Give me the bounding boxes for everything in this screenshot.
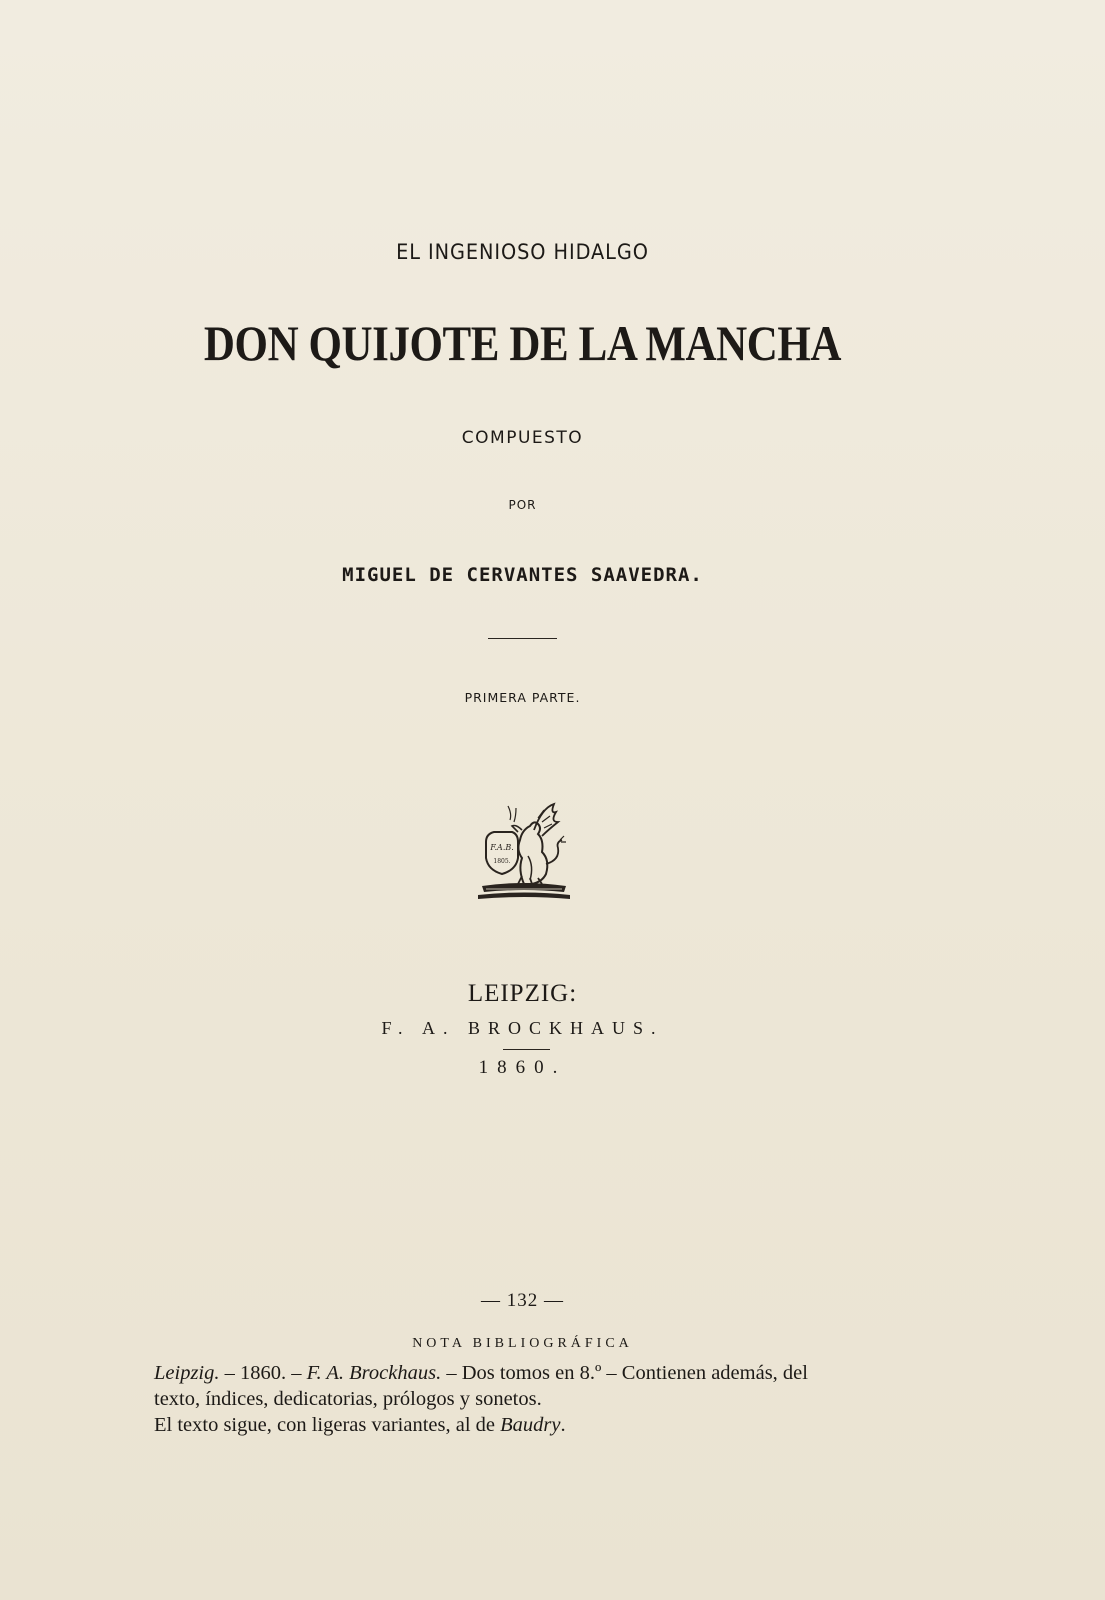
note-line-3 xyxy=(154,1412,914,1438)
note-line-1 xyxy=(154,1360,914,1386)
emblem-year-text: 1805. xyxy=(493,858,511,865)
imprint-city: LEIPZIG: xyxy=(467,980,578,1007)
emblem-shield-text: F.A.B. xyxy=(490,843,514,852)
note-date: – 1860. – xyxy=(219,1362,307,1384)
part-label: PRIMERA PARTE. xyxy=(464,690,581,705)
bibliographic-note xyxy=(154,1360,914,1438)
imprint-divider xyxy=(503,1049,550,1050)
book-title: DON QUIJOTE DE LA MANCHA xyxy=(203,315,842,371)
author-name: MIGUEL DE CERVANTES SAAVEDRA. xyxy=(342,564,703,586)
note-line-2: texto, índices, dedicatorias, prólogos y sonetos. xyxy=(154,1388,542,1410)
subtitle: EL INGENIOSO HIDALGO xyxy=(396,240,649,264)
note-publisher: F. A. Brockhaus. xyxy=(306,1362,442,1384)
imprint-year: 1860. xyxy=(478,1057,567,1078)
imprint-publisher: F. A. BROCKHAUS. xyxy=(381,1018,664,1038)
note-source-name: Baudry xyxy=(500,1414,561,1436)
note-place: Leipzig. xyxy=(154,1362,220,1384)
note-end: . xyxy=(560,1414,566,1436)
griffin-printer-mark-icon xyxy=(472,800,576,904)
note-description: – Dos tomos en 8.º – Contienen además, del xyxy=(441,1362,808,1384)
note-text-source: El texto sigue, con ligeras variantes, al de xyxy=(154,1414,501,1436)
compuesto-label: COMPUESTO xyxy=(461,428,584,448)
page-number: — 132 — xyxy=(481,1290,564,1311)
note-heading: NOTA BIBLIOGRÁFICA xyxy=(412,1336,633,1351)
por-label: POR xyxy=(508,498,537,512)
title-divider xyxy=(488,638,557,639)
